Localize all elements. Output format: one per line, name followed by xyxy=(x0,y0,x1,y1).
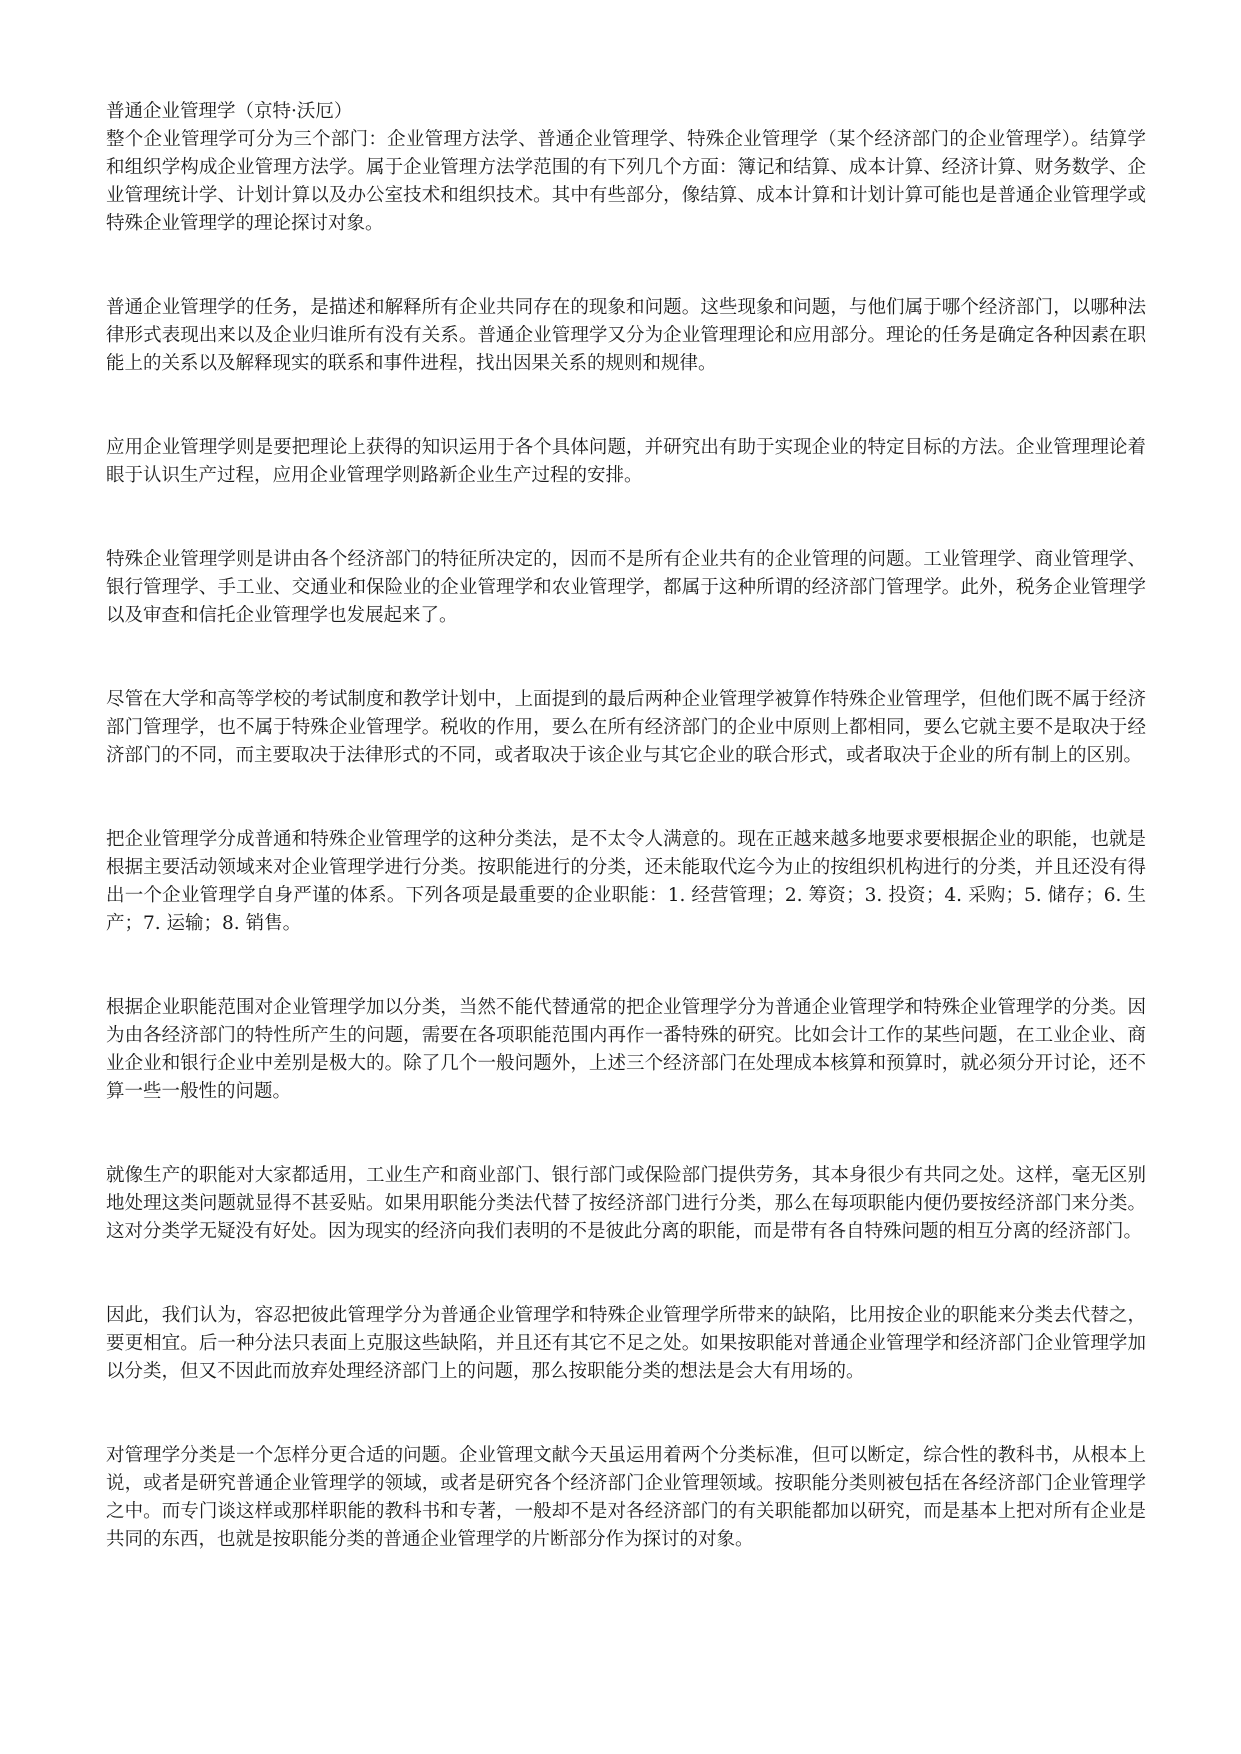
paragraph-3: 应用企业管理学则是要把理论上获得的知识运用于各个具体问题，并研究出有助于实现企业的特定目标的方法。企业管理理论着眼于认识生产过程，应用企业管理学则路新企业生产过程的安排。 xyxy=(106,437,1146,486)
paragraph-5: 尽管在大学和高等学校的考试制度和教学计划中，上面提到的最后两种企业管理学被算作特殊企业管理学，但他们既不属于经济部门管理学，也不属于特殊企业管理学。税收的作用，要么在所有经济部门的企业中原则上都相同，要么它就主要不是取决于经济部门的不同，而主要取决于法律形式的不同，或者取决于该企业与其它企业的联合形式，或者取决于企业的所有制上的区别。 xyxy=(106,689,1146,766)
paragraph-9: 因此，我们认为，容忍把彼此管理学分为普通企业管理学和特殊企业管理学所带来的缺陷，比用按企业的职能来分类去代替之，要更相宜。后一种分法只表面上克服这些缺陷，并且还有其它不足之处。如果按职能对普通企业管理学和经济部门企业管理学加以分类，但又不因此而放弃处理经济部门上的问题，那么按职能分类的想法是会大有用场的。 xyxy=(106,1305,1146,1382)
paragraph-6: 把企业管理学分成普通和特殊企业管理学的这种分类法，是不太令人满意的。现在正越来越多地要求要根据企业的职能，也就是根据主要活动领域来对企业管理学进行分类。按职能进行的分类，还未能取代迄今为止的按组织机构进行的分类，并且还没有得出一个企业管理学自身严谨的体系。下列各项是最重要的企业职能：1. 经营管理；2. 筹资；3. 投资；4. 采购；5. 储存；6. 生产；7. 运输；8. 销售。 xyxy=(106,829,1146,934)
paragraph-8: 就像生产的职能对大家都适用，工业生产和商业部门、银行部门或保险部门提供劳务，其本身很少有共同之处。这样，毫无区别地处理这类问题就显得不甚妥贴。如果用职能分类法代替了按经济部门进行分类，那么在每项职能内便仍要按经济部门来分类。这对分类学无疑没有好处。因为现实的经济向我们表明的不是彼此分离的职能，而是带有各自特殊问题的相互分离的经济部门。 xyxy=(106,1165,1146,1242)
document-title: 普通企业管理学（京特·沃厄） xyxy=(106,101,353,122)
paragraph-2: 普通企业管理学的任务，是描述和解释所有企业共同存在的现象和问题。这些现象和问题，与他们属于哪个经济部门，以哪种法律形式表现出来以及企业归谁所有没有关系。普通企业管理学又分为企业管理理论和应用部分。理论的任务是确定各种因素在职能上的关系以及解释现实的联系和事件进程，找出因果关系的规则和规律。 xyxy=(106,297,1146,374)
document-page xyxy=(106,98,1146,1610)
paragraph-4: 特殊企业管理学则是讲由各个经济部门的特征所决定的，因而不是所有企业共有的企业管理的问题。工业管理学、商业管理学、银行管理学、手工业、交通业和保险业的企业管理学和农业管理学，都属于这种所谓的经济部门管理学。此外，税务企业管理学以及审查和信托企业管理学也发展起来了。 xyxy=(106,549,1146,626)
paragraph-10: 对管理学分类是一个怎样分更合适的问题。企业管理文献今天虽运用着两个分类标准，但可以断定，综合性的教科书，从根本上说，或者是研究普通企业管理学的领域，或者是研究各个经济部门企业管理领域。按职能分类则被包括在各经济部门企业管理学之中。而专门谈这样或那样职能的教科书和专著，一般却不是对各经济部门的有关职能都加以研究，而是基本上把对所有企业是共同的东西，也就是按职能分类的普通企业管理学的片断部分作为探讨的对象。 xyxy=(106,1445,1146,1550)
paragraph-7: 根据企业职能范围对企业管理学加以分类，当然不能代替通常的把企业管理学分为普通企业管理学和特殊企业管理学的分类。因为由各经济部门的特性所产生的问题，需要在各项职能范围内再作一番特殊的研究。比如会计工作的某些问题，在工业企业、商业企业和银行企业中差别是极大的。除了几个一般问题外，上述三个经济部门在处理成本核算和预算时，就必须分开讨论，还不算一些一般性的问题。 xyxy=(106,997,1146,1102)
paragraph-1: 整个企业管理学可分为三个部门：企业管理方法学、普通企业管理学、特殊企业管理学（某个经济部门的企业管理学）。结算学和组织学构成企业管理方法学。属于企业管理方法学范围的有下列几个方面：簿记和结算、成本计算、经济计算、财务数学、企业管理统计学、计划计算以及办公室技术和组织技术。其中有些部分，像结算、成本计算和计划计算可能也是普通企业管理学或特殊企业管理学的理论探讨对象。 xyxy=(106,129,1146,234)
